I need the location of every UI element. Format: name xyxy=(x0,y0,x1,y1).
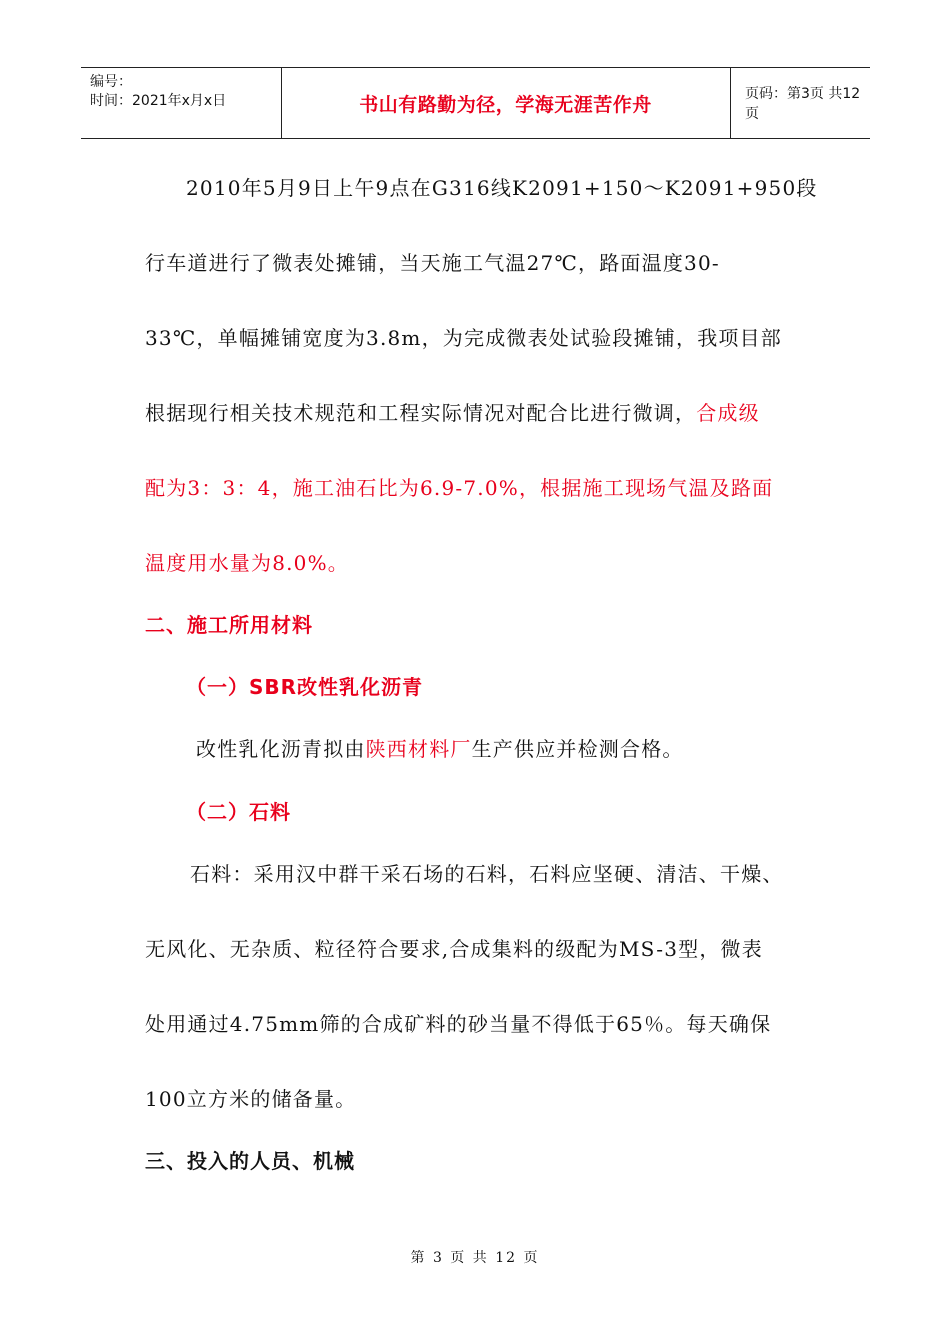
highlight-line: 温度用水量为8.0%。 xyxy=(145,551,350,575)
paragraph-line: 无风化、无杂质、粒径符合要求,合成集料的级配为MS-3型，微表 xyxy=(145,937,763,961)
subheading-sbr: （一）SBR改性乳化沥青 xyxy=(186,675,424,699)
paragraph-line xyxy=(145,397,760,426)
paragraph-line xyxy=(196,733,684,762)
paragraph-line: 处用通过4.75mm筛的合成矿料的砂当量不得低于65％。每天确保 xyxy=(145,1012,772,1036)
highlight-text: 陕西材料厂 xyxy=(365,737,472,761)
paragraph-text: 生产供应并检测合格。 xyxy=(471,737,684,761)
paragraph-line: 33℃，单幅摊铺宽度为3.8m，为完成微表处试验段摊铺，我项目部 xyxy=(145,326,782,350)
paragraph-text: 根据现行相关技术规范和工程实际情况对配合比进行微调， xyxy=(145,401,697,425)
paragraph-line: 100立方米的储备量。 xyxy=(145,1087,357,1111)
number-label: 编号： xyxy=(90,74,132,90)
paragraph-line: 2010年5月9日上午9点在G316线K2091+150～K2091+950段 xyxy=(186,176,818,200)
header-motto: 书山有路勤为径，学海无涯苦作舟 xyxy=(281,68,731,138)
paragraph-text: 改性乳化沥青拟由 xyxy=(196,737,366,761)
time-label: 时间：2021年x月x日 xyxy=(90,93,227,109)
highlight-line: 配为3：3：4，施工油石比为6.9-7.0%，根据施工现场气温及路面 xyxy=(145,476,774,500)
header-table xyxy=(81,67,870,139)
header-meta-cell xyxy=(81,68,282,138)
header-page-info: 页码：第3页 共12页 xyxy=(745,86,861,122)
page-footer: 第 3 页 共 12 页 xyxy=(410,1250,540,1266)
highlight-text: 合成级 xyxy=(696,401,760,425)
paragraph-line: 石料：采用汉中群干采石场的石料，石料应坚硬、清洁、干燥、 xyxy=(190,862,784,886)
section-heading-materials: 二、施工所用材料 xyxy=(145,613,313,637)
section-heading-personnel: 三、投入的人员、机械 xyxy=(145,1149,355,1173)
paragraph-line: 行车道进行了微表处摊铺，当天施工气温27℃，路面温度30- xyxy=(145,251,720,275)
subheading-stone: （二）石料 xyxy=(186,800,291,824)
